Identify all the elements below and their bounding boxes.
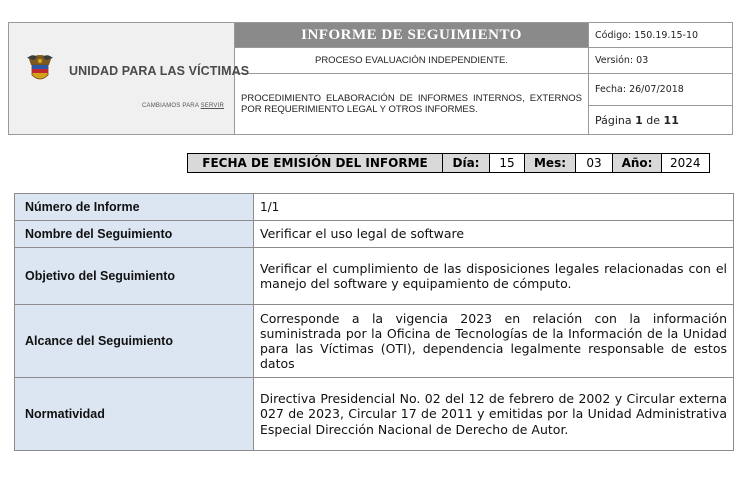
month-label: Mes: — [525, 154, 576, 173]
document-header — [8, 22, 733, 135]
regulations-value: Directiva Presidencial No. 02 del 12 de febrero de 2002 y Circular externa 027 de 2023, Circular 17 de 2011 y emitidas por la Unidad Administrativa Especial Dirección Nacional de Derecho de Autor. — [254, 378, 734, 451]
report-info-table — [14, 193, 734, 451]
objective-value: Verificar el cumplimiento de las disposiciones legales relacionadas con el manejo del software y equipamiento de cómputo. — [254, 248, 734, 305]
table-row — [15, 378, 734, 451]
document-version: Versión: 03 — [589, 48, 733, 74]
day-value: 15 — [490, 154, 525, 173]
scope-value: Corresponde a la vigencia 2023 en relación con la información suministrada por la Oficina de Tecnologías de la Información de la Unidad para las Víctimas (OTI), dependencia legalmente responsable de estos datos — [254, 305, 734, 378]
issue-date-row — [187, 153, 710, 173]
year-label: Año: — [613, 154, 662, 173]
table-row — [15, 305, 734, 378]
tracking-name-label: Nombre del Seguimiento — [15, 221, 254, 248]
day-label: Día: — [443, 154, 490, 173]
page-indicator: Página 1 de 11 — [589, 106, 733, 135]
report-title: INFORME DE SEGUIMIENTO — [235, 23, 589, 48]
coat-of-arms-icon — [25, 51, 55, 85]
regulations-label: Normatividad — [15, 378, 254, 451]
organization-tagline: CAMBIAMOS PARA SERVIR — [141, 103, 224, 109]
document-date: Fecha: 26/07/2018 — [589, 74, 733, 106]
report-number-label: Número de Informe — [15, 194, 254, 221]
procedure-name: PROCEDIMIENTO ELABORACIÓN DE INFORMES INTERNOS, EXTERNOS POR REQUERIMIENTO LEGAL Y OTROS INFORMES. — [235, 74, 589, 135]
issue-date-label: FECHA DE EMISIÓN DEL INFORME — [188, 154, 443, 173]
process-name: PROCESO EVALUACIÓN INDEPENDIENTE. — [235, 48, 589, 74]
organization-name: UNIDAD PARA LAS VÍCTIMAS — [69, 64, 250, 78]
document-code: Código: 150.19.15-10 — [589, 23, 733, 48]
table-row — [15, 221, 734, 248]
table-row — [15, 248, 734, 305]
tracking-name-value: Verificar el uso legal de software — [254, 221, 734, 248]
logo-cell — [9, 23, 250, 135]
month-value: 03 — [576, 154, 613, 173]
table-row — [15, 194, 734, 221]
objective-label: Objetivo del Seguimiento — [15, 248, 254, 305]
report-number-value: 1/1 — [254, 194, 734, 221]
scope-label: Alcance del Seguimiento — [15, 305, 254, 378]
year-value: 2024 — [662, 154, 710, 173]
